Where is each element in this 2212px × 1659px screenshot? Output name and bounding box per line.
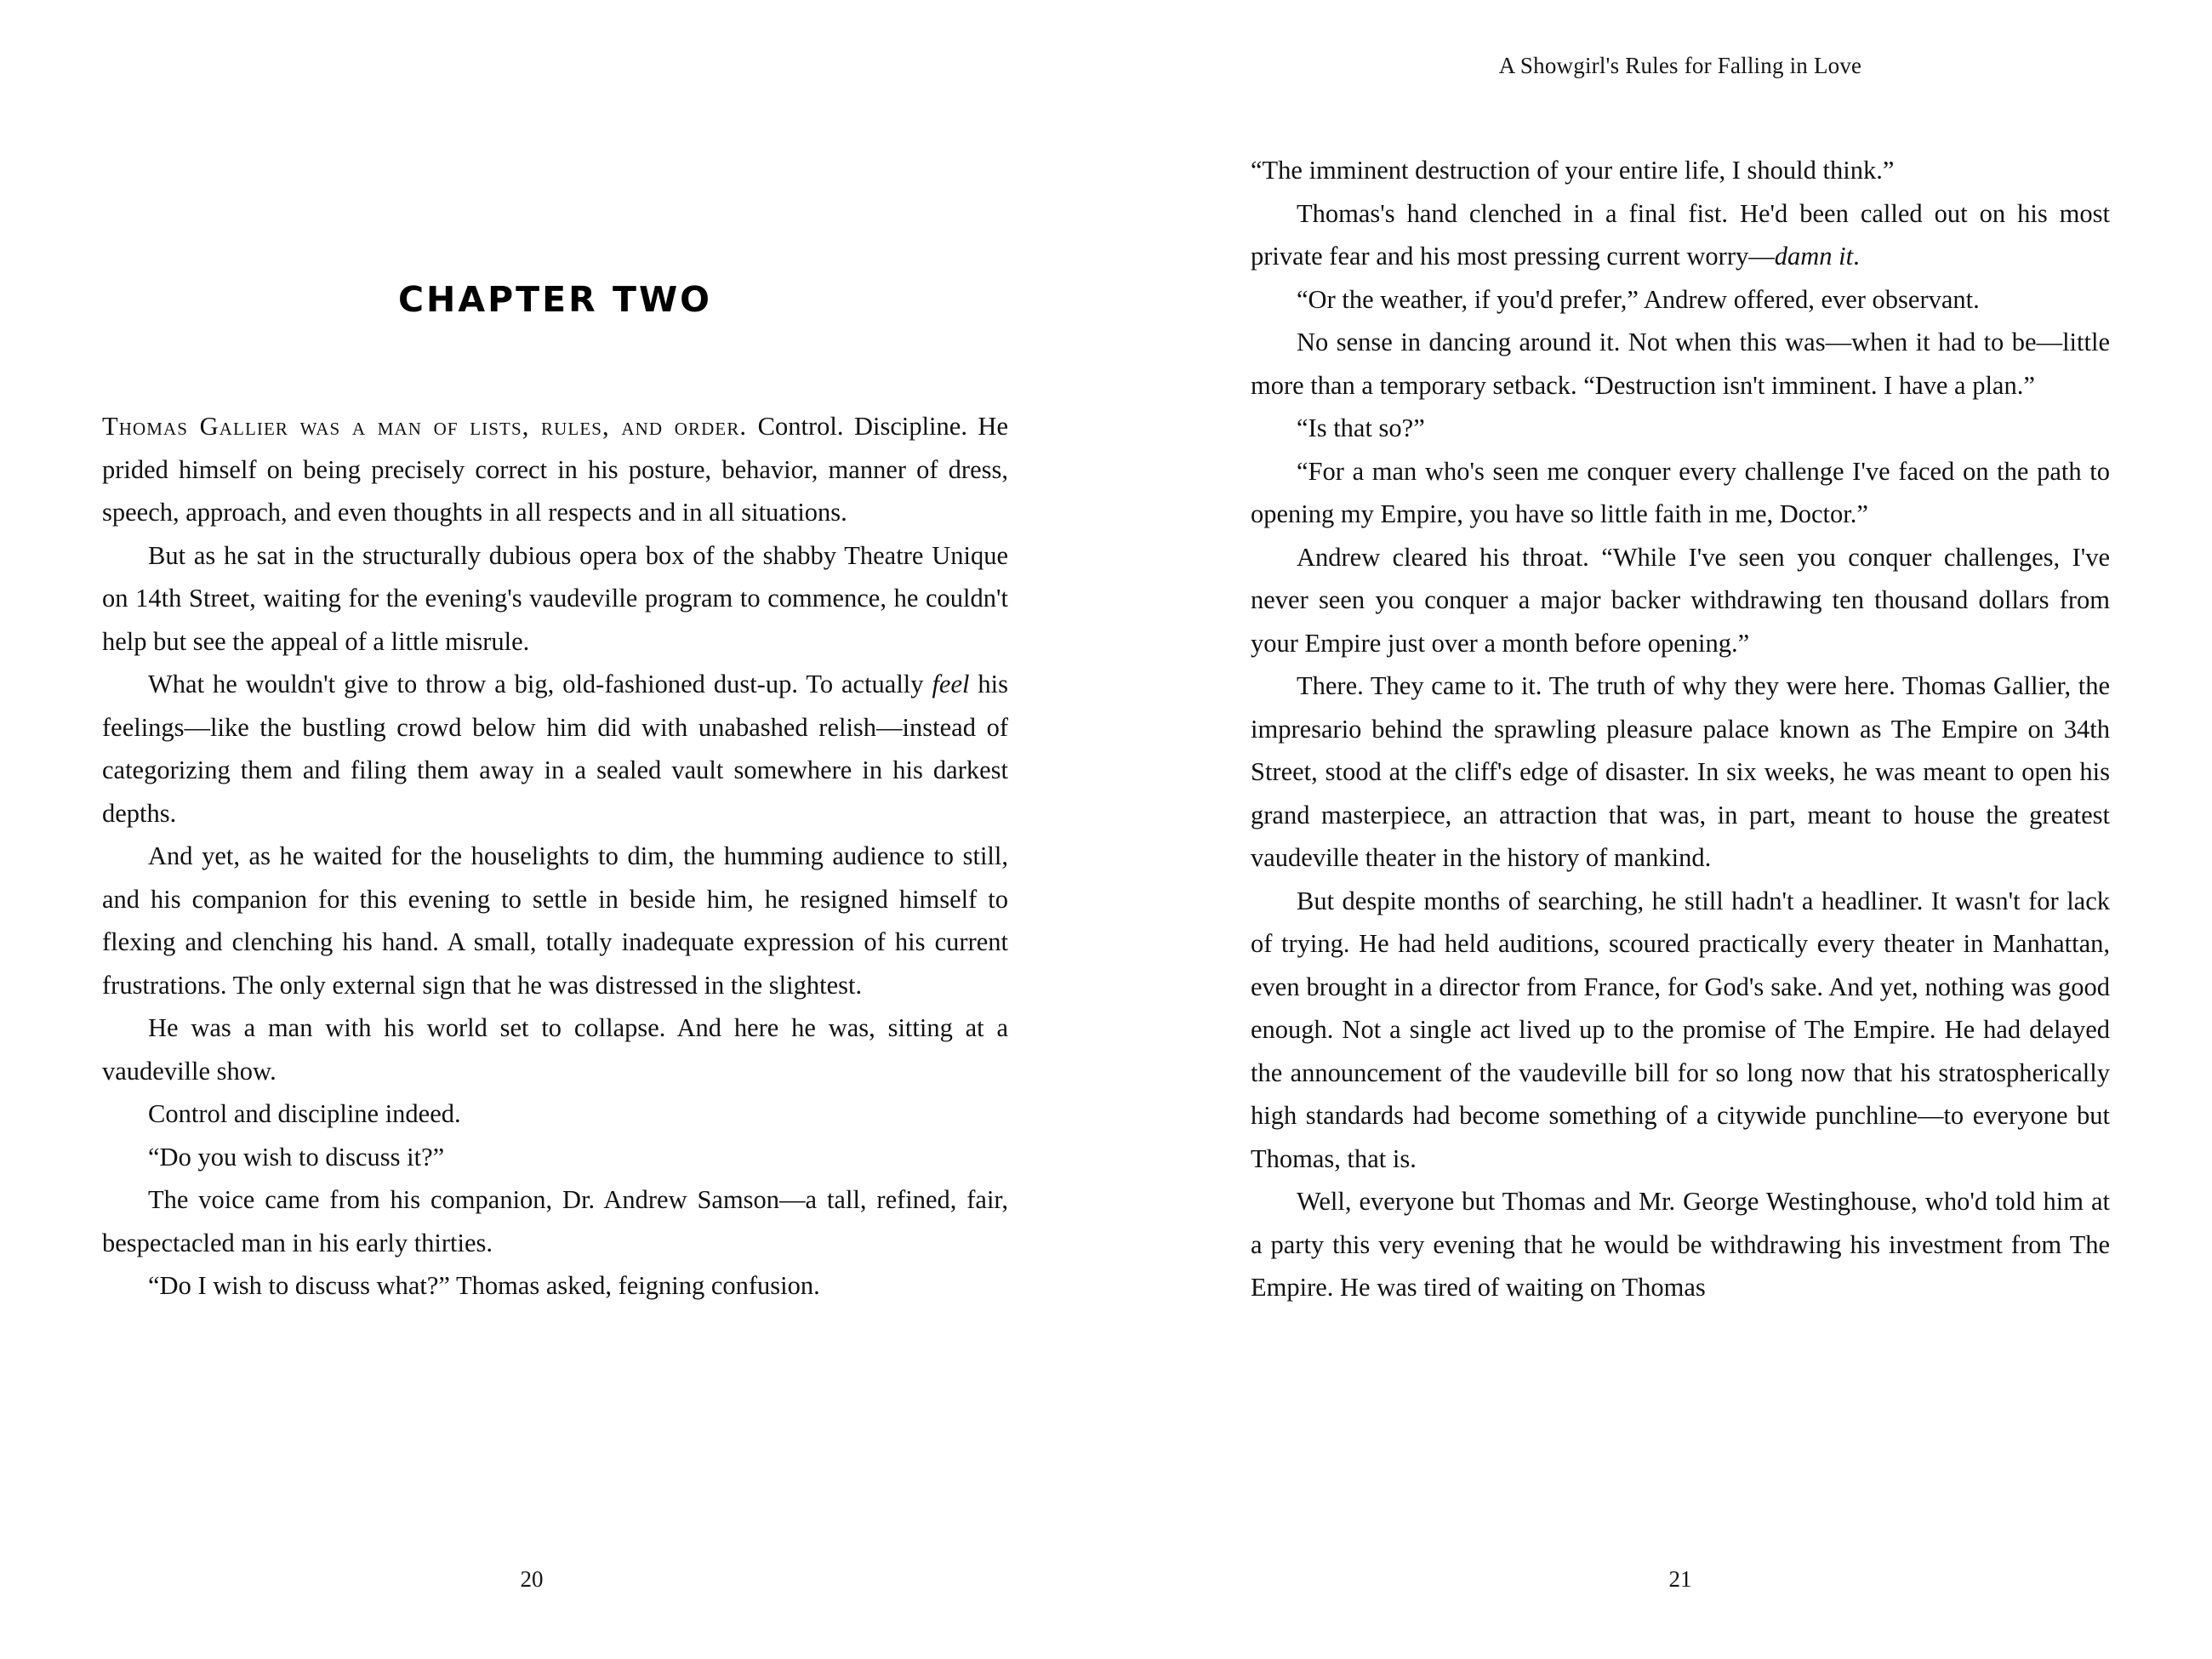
paragraph-part: Thomas's hand clenched in a final fist. He'd been called out on his most private fear and his most pressing current worry— (1251, 198, 2110, 271)
paragraph: Andrew cleared his throat. “While I've seen you conquer challenges, I've never seen you conquer a major backer withdrawing ten thousand dollars from your Empire just over a month before opening.” (1251, 542, 2110, 658)
emphasis-feel: feel (932, 670, 970, 698)
paragraph: Control and discipline indeed. (148, 1099, 461, 1128)
paragraph (1251, 192, 2110, 278)
paragraph: “Is that so?” (1297, 413, 1425, 442)
paragraph: Well, everyone but Thomas and Mr. George Westinghouse, who'd told him at a party this very evening that he would be withdrawing his investment from The Empire. He was tired of waiting on Thomas (1251, 1187, 2110, 1302)
paragraph (102, 663, 1008, 835)
paragraph: And yet, as he waited for the houselights to dim, the humming audience to still, and his companion for this evening to settle in beside him, he resigned himself to flexing and clenching his hand. A small, totally inadequate expression of his current frustrations. The only external sign that he was distressed in the slightest. (102, 841, 1008, 1000)
paragraph: But despite months of searching, he still hadn't a headliner. It wasn't for lack of trying. He had held auditions, scoured practically every theater in Manhattan, even brought in a director from France, for God's sake. And yet, nothing was good enough. Not a single act lived up to the promise of The Empire. He had delayed the announcement of the vaudeville bill for so long now that his stratospherically high standards had become something of a citywide punchline—to everyone but Thomas, that is. (1251, 886, 2110, 1173)
paragraph-opening (102, 405, 1008, 534)
page-right (1106, 0, 2212, 1659)
paragraph: There. They came to it. The truth of why they were here. Thomas Gallier, the impresario behind the sprawling pleasure palace known as The Empire on 34th Street, stood at the cliff's edge of disaster. In six weeks, he was meant to open his grand masterpiece, an attraction that was, in part, meant to house the greatest vaudeville theater in the history of mankind. (1251, 671, 2110, 872)
right-text-column (1251, 149, 2110, 1309)
running-head: A Showgirl's Rules for Falling in Love (1498, 53, 1862, 78)
paragraph: The voice came from his companion, Dr. Andrew Samson—a tall, refined, fair, bespectacled man in his early thirties. (102, 1185, 1008, 1257)
paragraph: “For a man who's seen me conquer every challenge I've faced on the path to opening my Empire, you have so little faith in me, Doctor.” (1251, 456, 2110, 528)
page-number-left: 20 (520, 1566, 544, 1592)
paragraph-part: his feelings—like the bustling crowd below him did with unabashed relish—instead of categorizing them and filing them away in a sealed vault somewhere in his darkest depths. (102, 670, 1008, 828)
chapter-title: CHAPTER TWO (397, 279, 713, 320)
paragraph-part: What he wouldn't give to throw a big, old-fashioned dust-up. To actually (148, 670, 932, 698)
paragraph: “The imminent destruction of your entire life, I should think.” (1251, 156, 1895, 185)
paragraph: “Do you wish to discuss it?” (148, 1142, 445, 1172)
paragraph: He was a man with his world set to collapse. And here he was, sitting at a vaudeville show. (102, 1013, 1008, 1086)
paragraph: No sense in dancing around it. Not when this was—when it had to be—little more than a temporary setback. “Destruction isn't imminent. I have a plan.” (1251, 328, 2110, 400)
page-number-right: 21 (1668, 1566, 1692, 1592)
paragraph-opening-rest: Control. Discipline. He prided himself on being precisely correct in his posture, behavior, manner of dress, speech, approach, and even thoughts in all respects and in all situations. (102, 412, 1008, 527)
paragraph: But as he sat in the structurally dubious opera box of the shabby Theatre Unique on 14th Street, waiting for the evening's vaudeville program to commence, he couldn't help but see the appeal of a little misrule. (102, 540, 1008, 656)
paragraph: “Or the weather, if you'd prefer,” Andrew offered, ever observant. (1297, 284, 1980, 314)
left-text-column (102, 153, 1008, 1308)
paragraph: “Do I wish to discuss what?” Thomas asked, feigning confusion. (148, 1271, 820, 1300)
smallcaps-lead-in: Thomas Gallier was a man of lists, rules, and order. (102, 412, 748, 441)
paragraph-part: . (1853, 242, 1860, 271)
emphasis-damn-it: damn it (1774, 242, 1854, 271)
